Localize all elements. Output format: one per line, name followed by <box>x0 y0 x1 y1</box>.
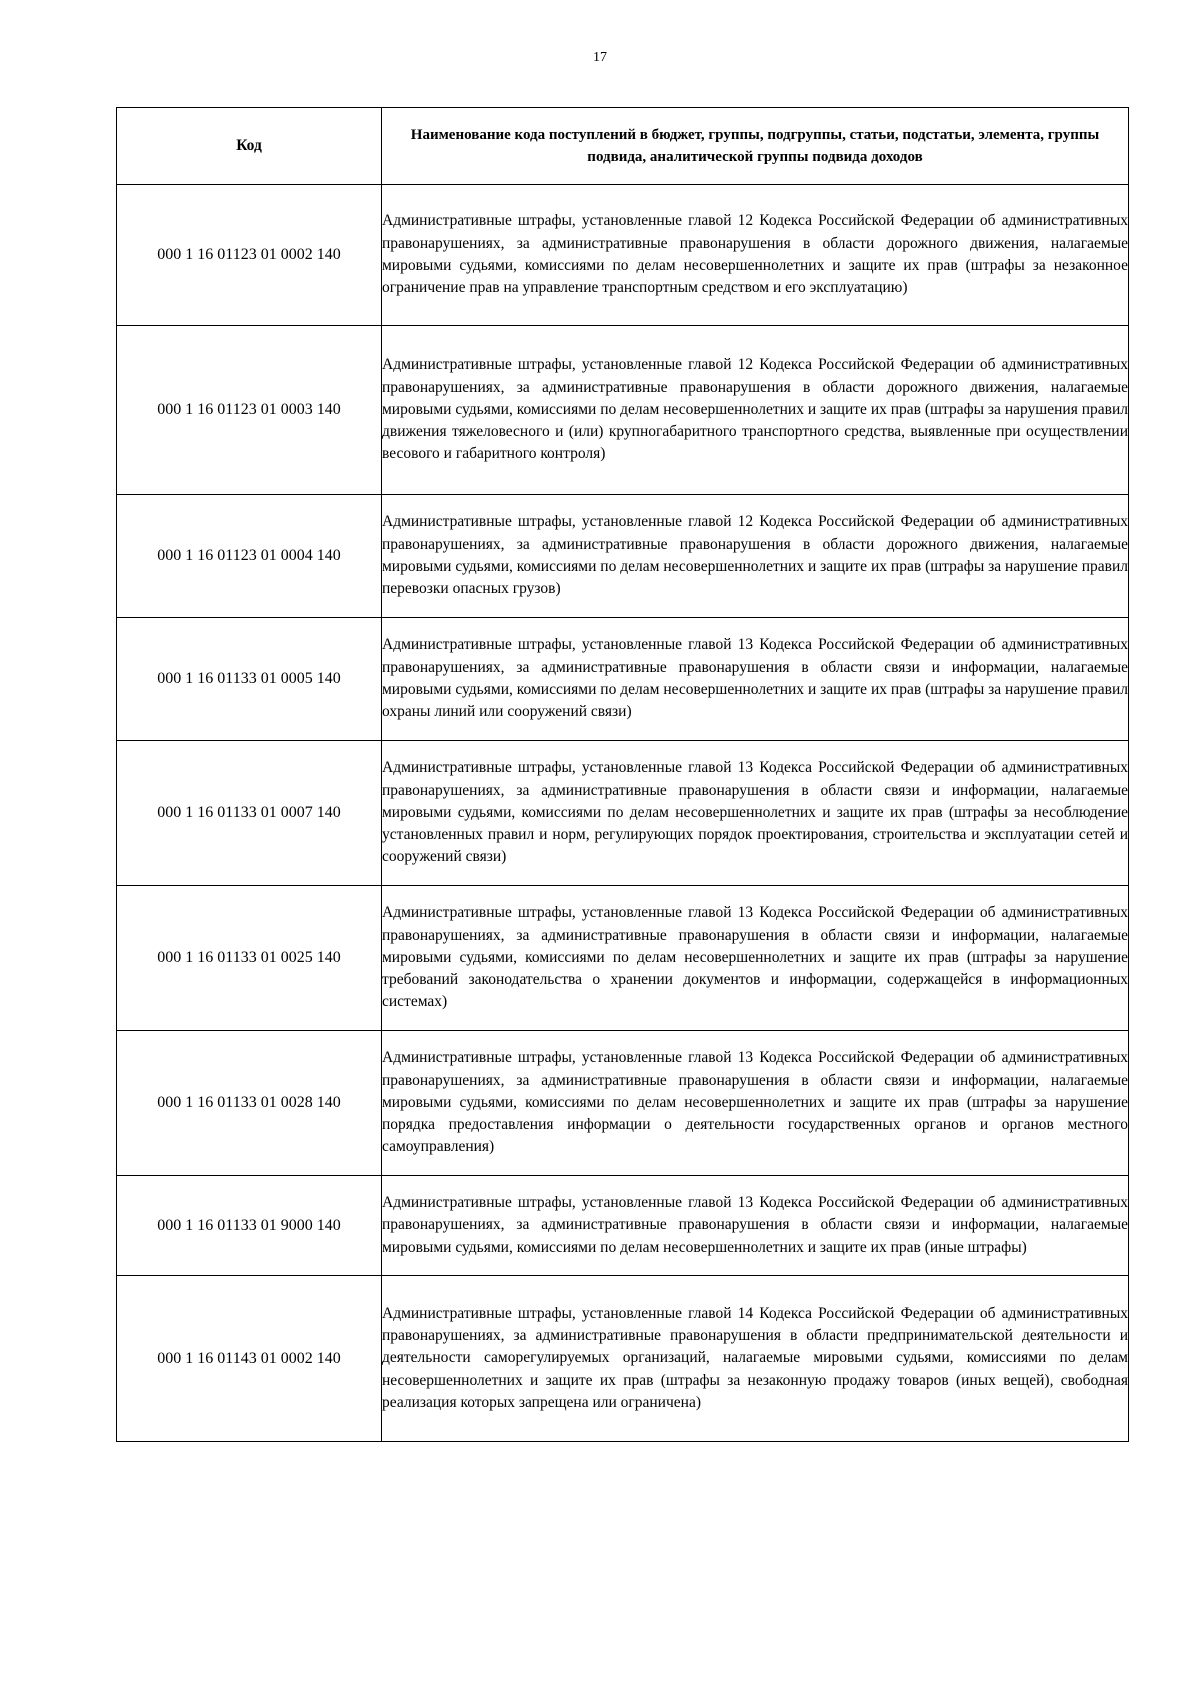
code-column-header: Код <box>117 108 382 185</box>
revenue-name: Административные штрафы, установленные главой 14 Кодекса Российской Федерации об административных правонарушениях, за административные правонарушения в области предпринимательской деятельности и деятельности саморегулируемых организаций, налагаемые мировыми судьями, комиссиями по делам несовершеннолетних и защите их прав (штрафы за незаконную продажу товаров (иных вещей), свободная реализация которых запрещена или ограничена) <box>382 1276 1129 1442</box>
revenue-codes-table <box>116 107 1129 1442</box>
revenue-code: 000 1 16 01133 01 0025 140 <box>117 886 382 1031</box>
revenue-code: 000 1 16 01143 01 0002 140 <box>117 1276 382 1442</box>
revenue-name: Административные штрафы, установленные главой 13 Кодекса Российской Федерации об административных правонарушениях, за административные правонарушения в области связи и информации, налагаемые мировыми судьями, комиссиями по делам несовершеннолетних и защите их прав (штрафы за несоблюдение установленных правил и норм, регулирующих порядок проектирования, строительства и эксплуатации сетей и сооружений связи) <box>382 741 1129 886</box>
revenue-name: Административные штрафы, установленные главой 12 Кодекса Российской Федерации об административных правонарушениях, за административные правонарушения в области дорожного движения, налагаемые мировыми судьями, комиссиями по делам несовершеннолетних и защите их прав (штрафы за незаконное ограничение прав на управление транспортным средством и его эксплуатацию) <box>382 185 1129 326</box>
table-row <box>117 1031 1129 1176</box>
revenue-name: Административные штрафы, установленные главой 12 Кодекса Российской Федерации об административных правонарушениях, за административные правонарушения в области дорожного движения, налагаемые мировыми судьями, комиссиями по делам несовершеннолетних и защите их прав (штрафы за нарушение правил перевозки опасных грузов) <box>382 495 1129 618</box>
table-header-row <box>117 108 1129 185</box>
revenue-code: 000 1 16 01133 01 0028 140 <box>117 1031 382 1176</box>
name-column-header: Наименование кода поступлений в бюджет, группы, подгруппы, статьи, подстатьи, элемента, группы подвида, аналитической группы подвида доходов <box>382 108 1129 185</box>
table-row <box>117 618 1129 741</box>
revenue-name: Административные штрафы, установленные главой 13 Кодекса Российской Федерации об административных правонарушениях, за административные правонарушения в области связи и информации, налагаемые мировыми судьями, комиссиями по делам несовершеннолетних и защите их прав (иные штрафы) <box>382 1176 1129 1276</box>
revenue-name: Административные штрафы, установленные главой 13 Кодекса Российской Федерации об административных правонарушениях, за административные правонарушения в области связи и информации, налагаемые мировыми судьями, комиссиями по делам несовершеннолетних и защите их прав (штрафы за нарушение требований законодательства о хранении документов и информации, содержащейся в информационных системах) <box>382 886 1129 1031</box>
revenue-code: 000 1 16 01123 01 0003 140 <box>117 326 382 495</box>
table-row <box>117 495 1129 618</box>
revenue-name: Административные штрафы, установленные главой 12 Кодекса Российской Федерации об административных правонарушениях, за административные правонарушения в области дорожного движения, налагаемые мировыми судьями, комиссиями по делам несовершеннолетних и защите их прав (штрафы за нарушения правил движения тяжеловесного и (или) крупногабаритного транспортного средства, выявленные при осуществлении весового и габаритного контроля) <box>382 326 1129 495</box>
table-row <box>117 886 1129 1031</box>
revenue-code: 000 1 16 01133 01 0005 140 <box>117 618 382 741</box>
revenue-name: Административные штрафы, установленные главой 13 Кодекса Российской Федерации об административных правонарушениях, за административные правонарушения в области связи и информации, налагаемые мировыми судьями, комиссиями по делам несовершеннолетних и защите их прав (штрафы за нарушение правил охраны линий или сооружений связи) <box>382 618 1129 741</box>
table-row <box>117 326 1129 495</box>
revenue-code: 000 1 16 01133 01 9000 140 <box>117 1176 382 1276</box>
table-row <box>117 1276 1129 1442</box>
revenue-code: 000 1 16 01123 01 0004 140 <box>117 495 382 618</box>
revenue-name: Административные штрафы, установленные главой 13 Кодекса Российской Федерации об административных правонарушениях, за административные правонарушения в области связи и информации, налагаемые мировыми судьями, комиссиями по делам несовершеннолетних и защите их прав (штрафы за нарушение порядка предоставления информации о деятельности государственных органов и органов местного самоуправления) <box>382 1031 1129 1176</box>
table-row <box>117 1176 1129 1276</box>
page-number: 17 <box>593 50 607 65</box>
revenue-code: 000 1 16 01123 01 0002 140 <box>117 185 382 326</box>
table-row <box>117 741 1129 886</box>
revenue-code: 000 1 16 01133 01 0007 140 <box>117 741 382 886</box>
table-row <box>117 185 1129 326</box>
